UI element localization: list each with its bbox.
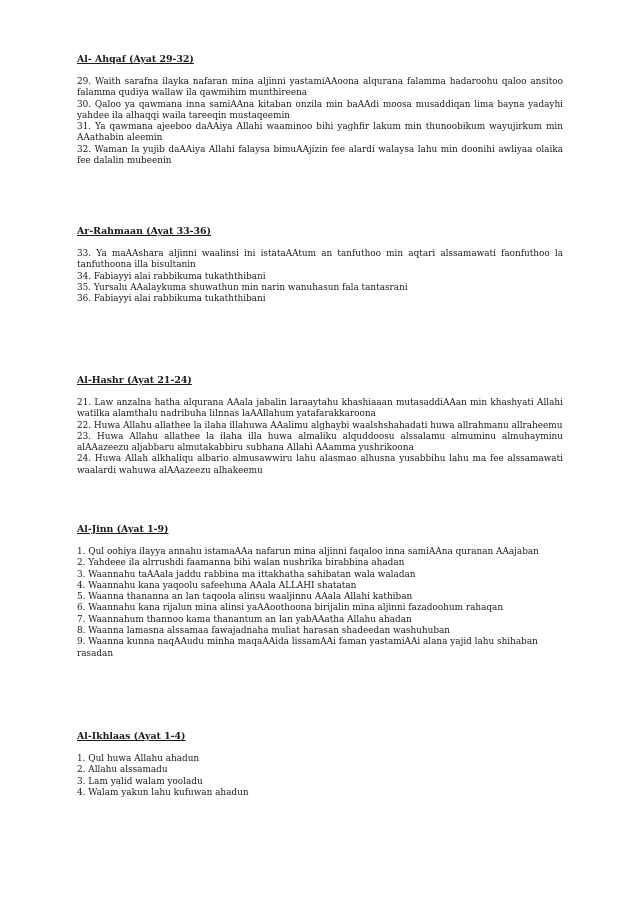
verse-line: 5. Waanna thananna an lan taqoola alinsu waaljinnu AAala Allahi kathiban	[77, 592, 413, 603]
verse-line: 2. Allahu alssamadu	[77, 765, 168, 776]
section-al-hashr	[77, 375, 563, 477]
verse-line: 21. Law anzalna hatha alqurana AAala jabalin laraaytahu khashiaaan mutasaddiAAan min khashyati Allahi watilka alamthalu nadribuha lilnnas laAAllahum yatafarakkaroona	[77, 398, 563, 420]
verse-line: 4. Walam yakun lahu kufuwan ahadun	[77, 787, 249, 798]
verse-line: 30. Qaloo ya qawmana inna samiAAna kitaban onzila min baAAdi moosa musaddiqan lima bayna yadayhi yahdee ila alhaqqi waila tareeqin mustaqeemin	[77, 99, 563, 121]
section-ar-rahmaan	[77, 226, 563, 305]
verse-line: 4. Waannahu kana yaqoolu safeehuna AAala ALLAHI shatatan	[77, 580, 357, 591]
verse-line: 34. Fabiayyi alai rabbikuma tukaththibani	[77, 271, 266, 282]
section-heading: Al-Ikhlaas (Ayat 1-4)	[77, 731, 186, 742]
verse-line: 29. Waith sarafna ilayka nafaran mina aljinni yastamiAAoona alqurana falamma hadaroohu qaloo ansitoo falamma qudiya wallaw ila qawmihim munthireena	[77, 77, 563, 99]
section-heading: Al- Ahqaf (Ayat 29-32)	[77, 54, 194, 65]
verse-line: 3. Waannahu taAAala jaddu rabbina ma ittakhatha sahibatan wala waladan	[77, 569, 416, 580]
verse-line: 32. Waman la yujib daAAiya Allahi falaysa bimuAAjizin fee alardi walaysa lahu min doonihi awliyaa olaika fee dalalin mubeenin	[77, 144, 563, 167]
section-al-jinn	[77, 524, 563, 660]
verse-line: 2. Yahdeee ila alrrushdi faamanna bihi walan nushrika birabbina ahadan	[77, 558, 405, 569]
verse-line: 7. Waannahum thannoo kama thanantum an lan yabAAatha Allahu ahadan	[77, 614, 412, 625]
verse-line: 3. Lam yalid walam yooladu	[77, 776, 203, 787]
section-al-ahqaf	[77, 54, 563, 167]
section-al-ikhlaas	[77, 731, 563, 799]
verse-line: 36. Fabiayyi alai rabbikuma tukaththibani	[77, 294, 266, 305]
verse-line: 23. Huwa Allahu allathee la ilaha illa huwa almaliku alquddoosu alssalamu almuminu almuhayminu alAAazeezu aljabbaru almutakabbiru subhana Allahi AAamma yushrikoona	[77, 431, 563, 454]
verse-line: 31. Ya qawmana ajeeboo daAAiya Allahi waaminoo bihi yaghfir lakum min thunoobikum wayujirkum min AAathabin aleemin	[77, 122, 563, 144]
section-heading: Ar-Rahmaan (Ayat 33-36)	[77, 226, 212, 237]
verse-line: 1. Qul oohiya ilayya annahu istamaAAa nafarun mina aljinni faqaloo inna samiAAna quranan AAajaban	[77, 547, 539, 557]
verse-line: 9. Waanna kunna naqAAudu minha maqaAAida lissamAAi faman yastamiAAi alana yajid lahu shihaban rasadan	[77, 637, 538, 659]
verse-line: 33. Ya maAAshara aljinni waalinsi ini istataAAtum an tanfuthoo min aqtari alssamawati faonfuthoo la tanfuthoona illa bisultanin	[77, 249, 563, 271]
verse-line: 24. Huwa Allah alkhaliqu albario almusawwiru lahu alasmao alhusna yusabbihu lahu ma fee alssamawati waalardi wahuwa alAAazeezu alhakeemu	[77, 454, 563, 476]
verse-line: 35. Yursalu AAalaykuma shuwathun min narin wanuhasun fala tantasrani	[77, 282, 408, 293]
verse-line: 6. Waannahu kana rijalun mina alinsi yaAAoothoona birijalin mina aljinni fazadoohum rahaqan	[77, 603, 504, 614]
verse-line: 1. Qul huwa Allahu ahadun	[77, 754, 200, 764]
verse-line: 22. Huwa Allahu allathee la ilaha illahuwa AAalimu alghaybi waalshshahadati huwa allrahmanu allraheemu	[77, 420, 563, 431]
section-heading: Al-Hashr (Ayat 21-24)	[77, 375, 192, 386]
verse-line: 8. Waanna lamasna alssamaa fawajadnaha muliat harasan shadeedan washuhuban	[77, 626, 451, 637]
section-heading: Al-Jinn (Ayat 1-9)	[77, 524, 169, 535]
